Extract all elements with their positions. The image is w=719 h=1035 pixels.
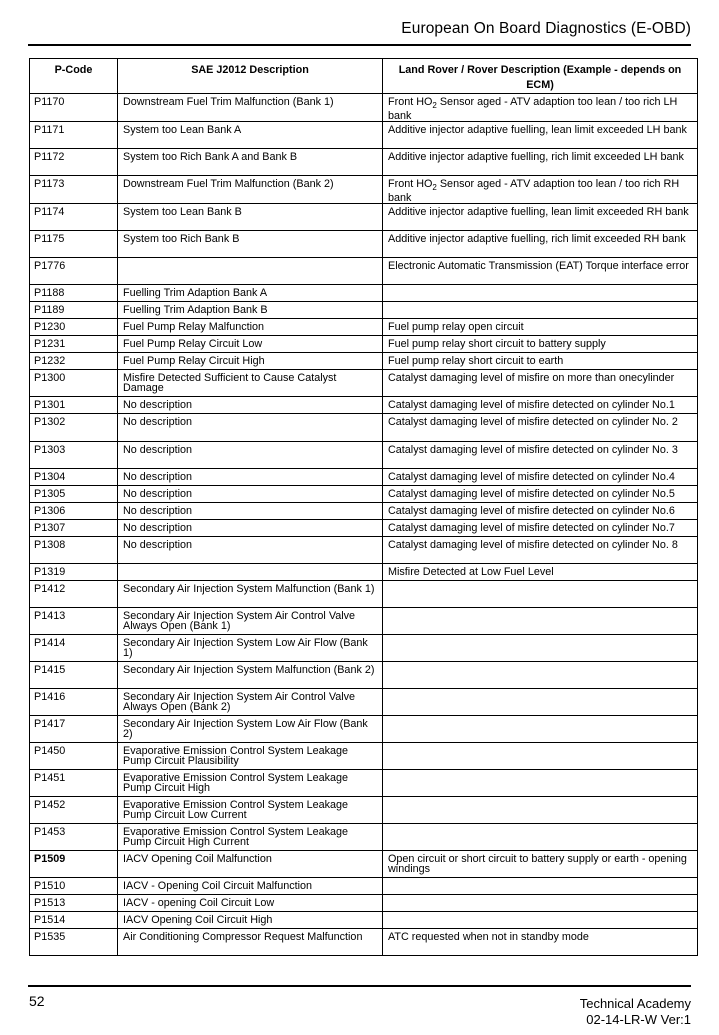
table-row	[30, 258, 698, 285]
land-rover-description-cell: Misfire Detected at Low Fuel Level	[383, 564, 698, 581]
pcode-cell: P1306	[30, 503, 118, 520]
pcode-cell: P1170	[30, 94, 118, 122]
land-rover-description-cell	[383, 635, 698, 662]
sae-description-cell: Downstream Fuel Trim Malfunction (Bank 2)	[118, 176, 383, 204]
pcode-cell: P1188	[30, 285, 118, 302]
pcode-cell: P1232	[30, 353, 118, 370]
land-rover-description-cell: Catalyst damaging level of misfire detected on cylinder No.7	[383, 520, 698, 537]
land-rover-description-cell	[383, 581, 698, 608]
land-rover-description-cell	[383, 797, 698, 824]
table-row	[30, 895, 698, 912]
pcode-cell: P1308	[30, 537, 118, 564]
pcode-cell: P1175	[30, 231, 118, 258]
sae-description-cell: No description	[118, 414, 383, 442]
land-rover-description-cell	[383, 895, 698, 912]
land-rover-description-cell: ATC requested when not in standby mode	[383, 929, 698, 956]
pcode-cell: P1231	[30, 336, 118, 353]
sae-description-cell: Misfire Detected Sufficient to Cause Catalyst Damage	[118, 370, 383, 397]
pcode-cell: P1450	[30, 743, 118, 770]
pcode-cell: P1189	[30, 302, 118, 319]
sae-description-cell	[118, 258, 383, 285]
land-rover-description-cell: Fuel pump relay short circuit to battery supply	[383, 336, 698, 353]
pcode-cell: P1171	[30, 122, 118, 149]
pcode-cell: P1509	[30, 851, 118, 878]
pcode-cell: P1300	[30, 370, 118, 397]
pcode-cell: P1776	[30, 258, 118, 285]
pcode-cell: P1319	[30, 564, 118, 581]
sae-description-cell	[118, 564, 383, 581]
table-row	[30, 302, 698, 319]
table-row	[30, 537, 698, 564]
document-title: European On Board Diagnostics (E-OBD)	[401, 20, 691, 37]
land-rover-description-cell	[383, 662, 698, 689]
table-row	[30, 204, 698, 231]
table-row	[30, 231, 698, 258]
table-row	[30, 912, 698, 929]
pcode-cell: P1172	[30, 149, 118, 176]
footer-doc-ref: 02-14-LR-W Ver:1	[586, 1012, 691, 1027]
table-row	[30, 285, 698, 302]
table-row	[30, 824, 698, 851]
sae-description-cell: Evaporative Emission Control System Leakage Pump Circuit High	[118, 770, 383, 797]
sae-description-cell: No description	[118, 397, 383, 414]
land-rover-description-cell: Front $HO_2$ Sensor aged - ATV adaption too lean / too rich RH bank	[383, 176, 698, 204]
sae-description-cell: Fuel Pump Relay Malfunction	[118, 319, 383, 336]
pcode-cell: P1513	[30, 895, 118, 912]
sae-description-cell: IACV Opening Coil Circuit High	[118, 912, 383, 929]
sae-description-cell: No description	[118, 503, 383, 520]
column-header-sae: SAE J2012 Description	[118, 59, 383, 94]
sae-description-cell: System too Rich Bank A and Bank B	[118, 149, 383, 176]
table-body	[30, 94, 698, 956]
land-rover-description-cell: Open circuit or short circuit to battery supply or earth - opening windings	[383, 851, 698, 878]
table-row	[30, 770, 698, 797]
sae-description-cell: IACV - Opening Coil Circuit Malfunction	[118, 878, 383, 895]
land-rover-description-cell	[383, 302, 698, 319]
table-row	[30, 635, 698, 662]
pcode-cell: P1514	[30, 912, 118, 929]
table-row	[30, 336, 698, 353]
sae-description-cell: Secondary Air Injection System Low Air Flow (Bank 2)	[118, 716, 383, 743]
sae-description-cell: No description	[118, 520, 383, 537]
sae-description-cell: Fuel Pump Relay Circuit High	[118, 353, 383, 370]
footer-divider	[28, 985, 691, 987]
pcode-cell: P1301	[30, 397, 118, 414]
land-rover-description-cell	[383, 716, 698, 743]
table-row	[30, 176, 698, 204]
sae-description-cell: Downstream Fuel Trim Malfunction (Bank 1)	[118, 94, 383, 122]
header-divider	[28, 44, 691, 46]
footer-info	[580, 996, 691, 1028]
land-rover-description-cell	[383, 608, 698, 635]
land-rover-description-cell	[383, 770, 698, 797]
land-rover-description-cell: Catalyst damaging level of misfire detected on cylinder No.6	[383, 503, 698, 520]
column-header-pcode: P-Code	[30, 59, 118, 94]
table-row	[30, 414, 698, 442]
sae-description-cell: IACV - opening Coil Circuit Low	[118, 895, 383, 912]
land-rover-description-cell: Catalyst damaging level of misfire on more than onecylinder	[383, 370, 698, 397]
sae-description-cell: Secondary Air Injection System Air Control Valve Always Open (Bank 1)	[118, 608, 383, 635]
table-row	[30, 689, 698, 716]
pcode-cell: P1413	[30, 608, 118, 635]
pcode-cell: P1173	[30, 176, 118, 204]
pcode-cell: P1307	[30, 520, 118, 537]
table-row	[30, 122, 698, 149]
pcode-cell: P1302	[30, 414, 118, 442]
sae-description-cell: Fuelling Trim Adaption Bank B	[118, 302, 383, 319]
table-row	[30, 149, 698, 176]
sae-description-cell: Evaporative Emission Control System Leakage Pump Circuit High Current	[118, 824, 383, 851]
land-rover-description-cell: Fuel pump relay short circuit to earth	[383, 353, 698, 370]
land-rover-description-cell: Catalyst damaging level of misfire detected on cylinder No. 2	[383, 414, 698, 442]
page-number: 52	[29, 993, 45, 1009]
land-rover-description-cell: Additive injector adaptive fuelling, lean limit exceeded LH bank	[383, 122, 698, 149]
table-row	[30, 851, 698, 878]
pcode-cell: P1304	[30, 469, 118, 486]
land-rover-description-cell	[383, 743, 698, 770]
sae-description-cell: Fuel Pump Relay Circuit Low	[118, 336, 383, 353]
table-row	[30, 397, 698, 414]
pcode-cell: P1305	[30, 486, 118, 503]
pcode-cell: P1535	[30, 929, 118, 956]
pcode-cell: P1451	[30, 770, 118, 797]
land-rover-description-cell: Catalyst damaging level of misfire detected on cylinder No.4	[383, 469, 698, 486]
pcode-cell: P1510	[30, 878, 118, 895]
land-rover-description-cell: Catalyst damaging level of misfire detected on cylinder No.5	[383, 486, 698, 503]
table-row	[30, 716, 698, 743]
table-row	[30, 94, 698, 122]
table-row	[30, 370, 698, 397]
land-rover-description-cell: Catalyst damaging level of misfire detected on cylinder No.1	[383, 397, 698, 414]
sae-description-cell: No description	[118, 442, 383, 469]
table-row	[30, 929, 698, 956]
sae-description-cell: No description	[118, 537, 383, 564]
sae-description-cell: Secondary Air Injection System Air Control Valve Always Open (Bank 2)	[118, 689, 383, 716]
table-row	[30, 503, 698, 520]
table-row	[30, 353, 698, 370]
land-rover-description-cell: Front $HO_2$ Sensor aged - ATV adaption too lean / too rich LH bank	[383, 94, 698, 122]
table-row	[30, 878, 698, 895]
sae-description-cell: Secondary Air Injection System Malfunction (Bank 1)	[118, 581, 383, 608]
land-rover-description-cell: Additive injector adaptive fuelling, lean limit exceeded RH bank	[383, 204, 698, 231]
table-row	[30, 486, 698, 503]
column-header-land-rover: Land Rover / Rover Description (Example - depends on ECM)	[383, 59, 698, 94]
land-rover-description-cell: Electronic Automatic Transmission (EAT) Torque interface error	[383, 258, 698, 285]
land-rover-description-cell: Catalyst damaging level of misfire detected on cylinder No. 8	[383, 537, 698, 564]
land-rover-description-cell	[383, 878, 698, 895]
land-rover-description-cell	[383, 912, 698, 929]
sae-description-cell: IACV Opening Coil Malfunction	[118, 851, 383, 878]
table-row	[30, 662, 698, 689]
pcode-cell: P1415	[30, 662, 118, 689]
pcode-table	[29, 58, 698, 956]
table-row	[30, 469, 698, 486]
land-rover-description-cell: Fuel pump relay open circuit	[383, 319, 698, 336]
sae-description-cell: System too Lean Bank A	[118, 122, 383, 149]
sae-description-cell: Secondary Air Injection System Low Air Flow (Bank 1)	[118, 635, 383, 662]
sae-description-cell: System too Rich Bank B	[118, 231, 383, 258]
table-row	[30, 797, 698, 824]
sae-description-cell: No description	[118, 469, 383, 486]
pcode-cell: P1416	[30, 689, 118, 716]
table-row	[30, 564, 698, 581]
table-row	[30, 319, 698, 336]
footer-org: Technical Academy	[579, 996, 691, 1011]
land-rover-description-cell	[383, 689, 698, 716]
land-rover-description-cell	[383, 824, 698, 851]
sae-description-cell: No description	[118, 486, 383, 503]
pcode-cell: P1417	[30, 716, 118, 743]
pcode-cell: P1453	[30, 824, 118, 851]
sae-description-cell: Evaporative Emission Control System Leakage Pump Circuit Low Current	[118, 797, 383, 824]
table-row	[30, 520, 698, 537]
sae-description-cell: System too Lean Bank B	[118, 204, 383, 231]
pcode-cell: P1230	[30, 319, 118, 336]
table-header-row	[30, 59, 698, 94]
table-row	[30, 743, 698, 770]
land-rover-description-cell: Catalyst damaging level of misfire detected on cylinder No. 3	[383, 442, 698, 469]
pcode-cell: P1174	[30, 204, 118, 231]
sae-description-cell: Evaporative Emission Control System Leakage Pump Circuit Plausibility	[118, 743, 383, 770]
land-rover-description-cell: Additive injector adaptive fuelling, rich limit exceeded RH bank	[383, 231, 698, 258]
sae-description-cell: Fuelling Trim Adaption Bank A	[118, 285, 383, 302]
table-row	[30, 442, 698, 469]
sae-description-cell: Air Conditioning Compressor Request Malfunction	[118, 929, 383, 956]
table-row	[30, 608, 698, 635]
land-rover-description-cell: Additive injector adaptive fuelling, rich limit exceeded LH bank	[383, 149, 698, 176]
land-rover-description-cell	[383, 285, 698, 302]
pcode-cell: P1412	[30, 581, 118, 608]
pcode-cell: P1452	[30, 797, 118, 824]
pcode-cell: P1414	[30, 635, 118, 662]
sae-description-cell: Secondary Air Injection System Malfunction (Bank 2)	[118, 662, 383, 689]
pcode-cell: P1303	[30, 442, 118, 469]
table-row	[30, 581, 698, 608]
